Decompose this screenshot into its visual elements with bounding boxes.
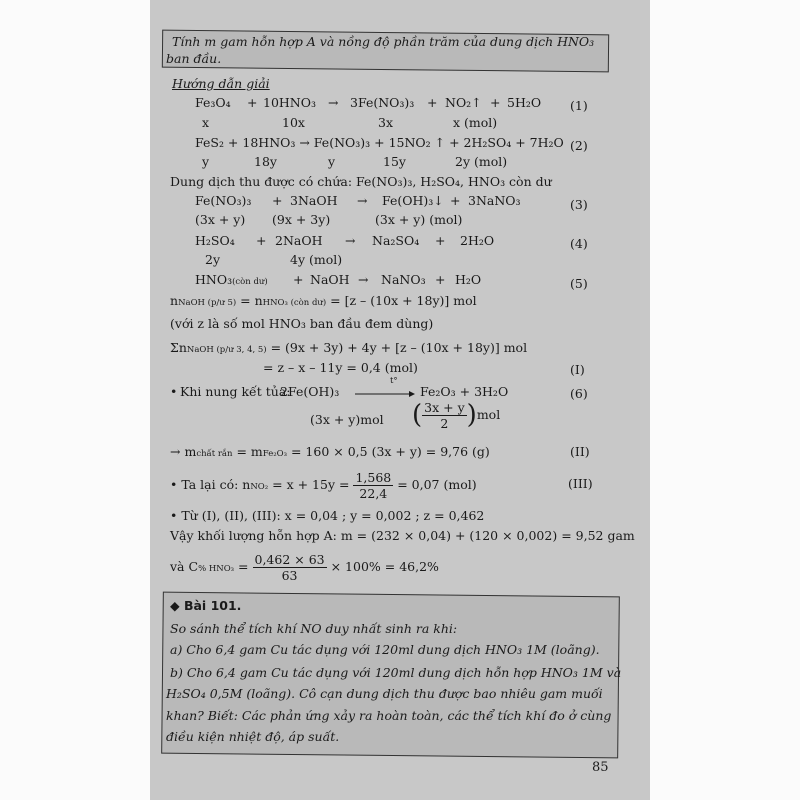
exercise-line-5: khan? Biết: Các phản ứng xảy ra hoàn toàn, các thể tích khí đo ở cùng — [166, 708, 612, 723]
mass-line: → mchất rắn = mFe₂O₃ = 160 × 0,5 (3x + y) = 9,76 (g) — [170, 444, 490, 459]
exercise-line-6: điều kiện nhiệt độ, áp suất. — [166, 729, 340, 744]
task-line-1: Tính m gam hỗn hợp A và nồng độ phần trăm của dung dịch HNO₃ — [172, 34, 595, 49]
task-line-2: ban đầu. — [166, 51, 222, 66]
exercise-line-4: H₂SO₄ 0,5M (loãng). Cô cạn dung dịch thu được bao nhiêu gam muối — [166, 686, 603, 701]
mass-a-line: Vậy khối lượng hỗn hợp A: m = (232 × 0,04) + (120 × 0,002) = 9,52 gam — [170, 528, 635, 543]
exercise-line-3: b) Cho 6,4 gam Cu tác dụng với 120ml dung dịch hỗn hợp HNO₃ 1M và — [170, 665, 622, 680]
solution-contains: Dung dịch thu được có chứa: Fe(NO₃)₃, H₂SO₄, HNO₃ còn dư — [170, 174, 552, 189]
concentration-line: và C% HNO₃ = $\frac{0,462 \times 63}{63}$ × 100% = 46,2% — [170, 552, 439, 583]
exercise-line-2: a) Cho 6,4 gam Cu tác dụng với 120ml dung dịch HNO₃ 1M (loãng). — [170, 642, 600, 657]
sum-number: (I) — [570, 362, 585, 377]
book-page: Tính m gam hỗn hợp A và nồng độ phần trăm của dung dịch HNO₃ ban đầu. Hướng dẫn giải Fe₃O₄ + 10HNO₃ → 3Fe(NO₃)₃ + NO₂↑ + 5H₂O (1) x 10x 3x x (mol) FeS₂ + 18HNO₃ → Fe(NO₃)₃ + 15NO₂ ↑ + 2H₂SO₄ + 7H₂O (2) y 18y y 15y 2y (mol) Dung dịch thu được có chứa: Fe(NO₃)₃, H₂SO₄, HNO₃ còn dư Fe(NO₃)₃ + 3NaOH → Fe(OH)₃↓ + 3NaNO₃ (3) (3x + y) (9x + 3y) (3x + y) (mol) H₂SO₄ + 2NaOH → Na₂SO₄ + 2H₂O (4) 2y 4y (mol) HNO₃(còn dư) + NaOH → NaNO₃ + H₂O (5) nNaOH (p/ư 5) = nHNO₃ (còn dư) = [z – (10x + 18y)] mol (với z là số mol HNO₃ ban đầu đem dùng) ΣnNaOH (p/ư 3, 4, 5) = (9x + 3y) + 4y + [z – (10x + 18y)] mol = z – x – 11y = 0,4 (mol) (I) • Khi nung kết tủa: 2Fe(OH)₃ t° Fe₂O₃ + 3H₂O (6) (3x + y)mol ( $\frac{3x + y}{2}$ )mol → mchất rắn = mFe₂O₃ = 160 × 0,5 (3x + y) = 9,76 (g) (II) • Ta lại có: nNO₂ = x + 15y = $\frac{1,568}{22,4}$ = 0,07 (mol) (III) • Từ (I), (II), (III): x = 0,04 ; y = 0,002 ; z = 0,462 Vậy khối lượng hỗn hợp A: m = (232 × 0,04) + (120 × 0,002) = 9,52 gam và C% HNO₃ = $\frac{0,462 \times 63}{63}$ × 100% = 46,2% ◆ Bài 101. So sánh thể tích khí NO duy nhất sinh ra khi: a) Cho 6,4 gam Cu tác dụng với 120ml dung dịch HNO₃ 1M (loãng). b) Cho 6,4 gam Cu tác dụng với 120ml dung dịch hỗn hợp HNO₃ 1M và H₂SO₄ 0,5M (loãng). Cô cạn dung dịch thu được bao nhiêu gam muối khan? Biết: Các phản ứng xảy ra hoàn toàn, các thể tích khí đo ở cùng điều kiện nhiệt độ, áp suất. 85 — [150, 0, 650, 800]
exercise-title: ◆ Bài 101. — [170, 598, 242, 613]
heating-arrow-icon — [355, 389, 415, 399]
n-naoh-line: nNaOH (p/ư 5) = nHNO₃ (còn dư) = [z – (10x + 18y)] mol — [170, 293, 477, 308]
mass-number: (II) — [570, 444, 590, 459]
note-z: (với z là số mol HNO₃ ban đầu đem dùng) — [170, 316, 434, 331]
sum-line-1: ΣnNaOH (p/ư 3, 4, 5) = (9x + 3y) + 4y + [z – (10x + 18y)] mol — [170, 340, 528, 355]
result-line: • Từ (I), (II), (III): x = 0,04 ; y = 0,002 ; z = 0,462 — [170, 508, 485, 523]
no2-number: (III) — [568, 476, 593, 491]
no2-line: • Ta lại có: nNO₂ = x + 15y = $\frac{1,568}{22,4}$ = 0,07 (mol) — [170, 470, 477, 501]
solution-heading: Hướng dẫn giải — [172, 76, 270, 91]
exercise-line-1: So sánh thể tích khí NO duy nhất sinh ra khi: — [170, 621, 458, 636]
sum-line-2: = z – x – 11y = 0,4 (mol) — [263, 360, 418, 375]
page-number: 85 — [592, 760, 609, 775]
